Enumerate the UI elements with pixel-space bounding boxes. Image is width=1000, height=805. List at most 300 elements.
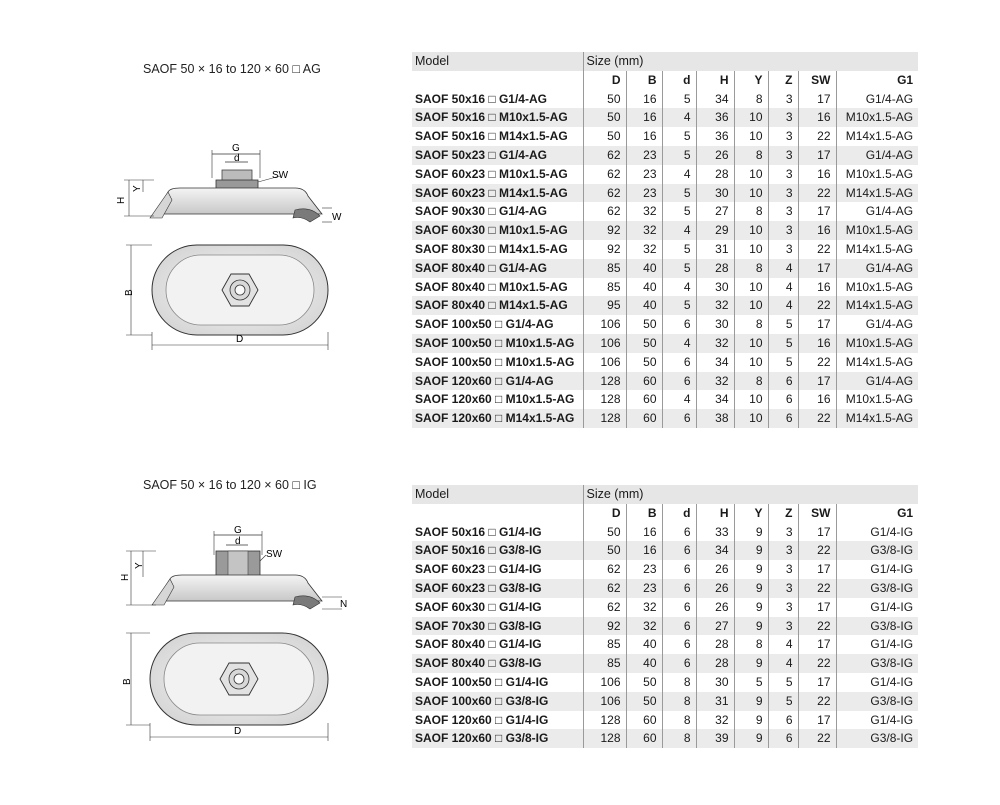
value-cell: 23 (626, 146, 662, 165)
value-cell: 22 (798, 729, 836, 748)
header-blank (412, 504, 583, 523)
value-cell: 26 (696, 598, 734, 617)
value-cell: 30 (696, 673, 734, 692)
value-cell: 22 (798, 409, 836, 428)
value-cell: 50 (583, 541, 626, 560)
value-cell: 16 (798, 390, 836, 409)
value-cell: 22 (798, 692, 836, 711)
model-cell: SAOF 80x40 □ G3/8-IG (412, 654, 583, 673)
value-cell: 34 (696, 90, 734, 109)
value-cell: G1/4-AG (836, 90, 918, 109)
value-cell: 60 (626, 409, 662, 428)
table-row (412, 579, 918, 598)
value-cell: 8 (662, 711, 696, 730)
table-row (412, 221, 918, 240)
col-header: D (583, 504, 626, 523)
value-cell: 10 (734, 353, 768, 372)
value-cell: 5 (662, 296, 696, 315)
value-cell: 106 (583, 353, 626, 372)
model-cell: SAOF 60x30 □ G1/4-IG (415, 599, 542, 614)
value-cell: 50 (626, 315, 662, 334)
model-cell: SAOF 100x50 □ M10x1.5-AG (415, 354, 575, 369)
value-cell: 10 (734, 296, 768, 315)
col-header: Z (768, 71, 798, 90)
table-row (412, 315, 918, 334)
value-cell: 40 (626, 635, 662, 654)
value-cell: G1/4-AG (836, 146, 918, 165)
value-cell: G1/4-IG (836, 523, 918, 542)
value-cell: 30 (696, 278, 734, 297)
model-cell: SAOF 80x40 □ M10x1.5-AG (415, 279, 568, 294)
value-cell: 85 (583, 278, 626, 297)
value-cell: 10 (734, 240, 768, 259)
value-cell: 8 (734, 315, 768, 334)
value-cell: 4 (662, 390, 696, 409)
value-cell: 26 (696, 579, 734, 598)
section-caption-ag: SAOF 50 × 16 to 120 × 60 □ AG (143, 62, 321, 76)
top-view (122, 633, 328, 741)
value-cell: 4 (768, 296, 798, 315)
table-row (412, 523, 918, 542)
value-cell: 22 (798, 353, 836, 372)
value-cell: 6 (662, 315, 696, 334)
value-cell: 106 (583, 334, 626, 353)
value-cell: 62 (583, 165, 626, 184)
value-cell: 17 (798, 523, 836, 542)
value-cell: G1/4-IG (836, 673, 918, 692)
value-cell: 27 (696, 617, 734, 636)
value-cell: 17 (798, 259, 836, 278)
table-row (412, 108, 918, 127)
value-cell: 30 (696, 184, 734, 203)
dim-label-n: N (340, 599, 348, 610)
value-cell: 106 (583, 315, 626, 334)
value-cell: 22 (798, 240, 836, 259)
spec-table-ig (412, 485, 918, 748)
model-cell: SAOF 120x60 □ G1/4-IG (415, 712, 549, 727)
value-cell: 9 (734, 617, 768, 636)
value-cell: 23 (626, 560, 662, 579)
value-cell: 22 (798, 579, 836, 598)
value-cell: 50 (583, 523, 626, 542)
value-cell: 6 (662, 579, 696, 598)
value-cell: 128 (583, 729, 626, 748)
value-cell: 26 (696, 560, 734, 579)
value-cell: 16 (798, 108, 836, 127)
col-header: d (662, 71, 696, 90)
value-cell: 4 (662, 165, 696, 184)
dim-label-d: d (234, 153, 240, 164)
value-cell: 9 (734, 523, 768, 542)
section-caption-ig: SAOF 50 × 16 to 120 × 60 □ IG (143, 478, 317, 492)
value-cell: 9 (734, 711, 768, 730)
value-cell: 36 (696, 108, 734, 127)
table-row (412, 390, 918, 409)
header-blank (412, 71, 583, 90)
value-cell: 34 (696, 390, 734, 409)
model-cell: SAOF 60x23 □ M14x1.5-AG (412, 184, 583, 203)
value-cell: 5 (662, 184, 696, 203)
model-cell: SAOF 100x50 □ M10x1.5-AG (412, 334, 583, 353)
value-cell: 4 (662, 334, 696, 353)
table-row (412, 635, 918, 654)
value-cell: G1/4-IG (836, 560, 918, 579)
dim-label-dd: D (236, 334, 244, 345)
dim-label-sw: SW (266, 549, 283, 560)
table-row (412, 409, 918, 428)
value-cell: 10 (734, 390, 768, 409)
value-cell: 5 (768, 692, 798, 711)
col-header: SW (798, 504, 836, 523)
value-cell: 28 (696, 635, 734, 654)
value-cell: 32 (696, 296, 734, 315)
value-cell: 33 (696, 523, 734, 542)
value-cell: 6 (662, 523, 696, 542)
value-cell: 4 (768, 654, 798, 673)
table-row (412, 165, 918, 184)
model-cell: SAOF 50x16 □ G1/4-IG (415, 524, 542, 539)
value-cell: 28 (696, 654, 734, 673)
value-cell: 16 (626, 108, 662, 127)
value-cell: 6 (768, 409, 798, 428)
model-cell: SAOF 120x60 □ G1/4-AG (412, 372, 583, 391)
value-cell: 16 (626, 523, 662, 542)
value-cell: 17 (798, 598, 836, 617)
value-cell: 10 (734, 334, 768, 353)
header-model: Model (412, 485, 583, 504)
value-cell: 27 (696, 202, 734, 221)
value-cell: 8 (734, 372, 768, 391)
value-cell: 32 (696, 334, 734, 353)
value-cell: 6 (768, 711, 798, 730)
dim-label-g: G (232, 143, 240, 154)
value-cell: 16 (798, 221, 836, 240)
col-header: G1 (836, 504, 918, 523)
table-row (412, 334, 918, 353)
value-cell: 5 (734, 673, 768, 692)
value-cell: 50 (583, 108, 626, 127)
value-cell: 3 (768, 579, 798, 598)
value-cell: 5 (662, 202, 696, 221)
value-cell: 92 (583, 221, 626, 240)
value-cell: M10x1.5-AG (836, 165, 918, 184)
value-cell: 22 (798, 617, 836, 636)
header-size: Size (mm) (583, 52, 918, 71)
value-cell: 16 (626, 541, 662, 560)
value-cell: 9 (734, 541, 768, 560)
value-cell: 4 (768, 278, 798, 297)
value-cell: 17 (798, 372, 836, 391)
model-cell: SAOF 80x40 □ M14x1.5-AG (412, 296, 583, 315)
table-row (412, 184, 918, 203)
col-header: Z (768, 504, 798, 523)
value-cell: 22 (798, 184, 836, 203)
value-cell: 6 (768, 390, 798, 409)
table-row (412, 353, 918, 372)
value-cell: M14x1.5-AG (836, 184, 918, 203)
value-cell: 9 (734, 598, 768, 617)
model-cell: SAOF 50x16 □ G1/4-AG (415, 91, 547, 106)
value-cell: 128 (583, 409, 626, 428)
value-cell: 6 (662, 560, 696, 579)
value-cell: 10 (734, 165, 768, 184)
value-cell: 10 (734, 278, 768, 297)
value-cell: 3 (768, 202, 798, 221)
model-cell: SAOF 120x60 □ M10x1.5-AG (415, 392, 575, 407)
value-cell: 128 (583, 390, 626, 409)
value-cell: 9 (734, 654, 768, 673)
value-cell: M14x1.5-AG (836, 409, 918, 428)
dim-label-sw: SW (272, 170, 289, 181)
value-cell: 17 (798, 202, 836, 221)
table-row (412, 673, 918, 692)
value-cell: 50 (626, 334, 662, 353)
table-row (412, 617, 918, 636)
value-cell: 3 (768, 146, 798, 165)
value-cell: 28 (696, 165, 734, 184)
value-cell: 85 (583, 654, 626, 673)
value-cell: M10x1.5-AG (836, 334, 918, 353)
value-cell: 3 (768, 184, 798, 203)
table-row (412, 146, 918, 165)
value-cell: 6 (662, 654, 696, 673)
table-row (412, 541, 918, 560)
value-cell: 10 (734, 221, 768, 240)
header-model: Model (412, 52, 583, 71)
value-cell: 3 (768, 108, 798, 127)
suction-cup-drawing-ig (110, 515, 370, 745)
model-cell: SAOF 50x16 □ M14x1.5-AG (415, 129, 568, 144)
value-cell: M14x1.5-AG (836, 353, 918, 372)
value-cell: G1/4-IG (836, 598, 918, 617)
col-header: G1 (836, 71, 918, 90)
model-cell: SAOF 90x30 □ G1/4-AG (415, 204, 547, 219)
col-header: H (696, 504, 734, 523)
value-cell: 40 (626, 654, 662, 673)
value-cell: 16 (798, 278, 836, 297)
value-cell: G3/8-IG (836, 692, 918, 711)
value-cell: 128 (583, 372, 626, 391)
table-row (412, 711, 918, 730)
model-cell: SAOF 80x30 □ M14x1.5-AG (415, 241, 568, 256)
value-cell: 6 (768, 372, 798, 391)
value-cell: 106 (583, 692, 626, 711)
value-cell: 17 (798, 673, 836, 692)
value-cell: 3 (768, 523, 798, 542)
model-cell: SAOF 100x50 □ G1/4-IG (415, 674, 549, 689)
value-cell: 40 (626, 296, 662, 315)
value-cell: 17 (798, 635, 836, 654)
value-cell: M10x1.5-AG (836, 108, 918, 127)
value-cell: 4 (662, 221, 696, 240)
value-cell: 8 (734, 259, 768, 278)
value-cell: 3 (768, 541, 798, 560)
dim-label-h: H (120, 573, 131, 581)
value-cell: 38 (696, 409, 734, 428)
model-cell: SAOF 60x23 □ G3/8-IG (412, 579, 583, 598)
table-row (412, 259, 918, 278)
value-cell: 4 (662, 278, 696, 297)
value-cell: 3 (768, 598, 798, 617)
value-cell: 17 (798, 90, 836, 109)
value-cell: 6 (662, 617, 696, 636)
value-cell: G3/8-IG (836, 729, 918, 748)
value-cell: 16 (798, 165, 836, 184)
value-cell: G3/8-IG (836, 654, 918, 673)
value-cell: 60 (626, 711, 662, 730)
value-cell: 5 (662, 146, 696, 165)
value-cell: 95 (583, 296, 626, 315)
value-cell: 85 (583, 259, 626, 278)
value-cell: 6 (662, 635, 696, 654)
value-cell: 106 (583, 673, 626, 692)
value-cell: 8 (662, 673, 696, 692)
value-cell: 5 (768, 673, 798, 692)
value-cell: 3 (768, 221, 798, 240)
value-cell: 5 (768, 353, 798, 372)
value-cell: 62 (583, 184, 626, 203)
value-cell: 10 (734, 108, 768, 127)
col-header: d (662, 504, 696, 523)
table-row (412, 127, 918, 146)
value-cell: G1/4-IG (836, 711, 918, 730)
value-cell: 5 (662, 240, 696, 259)
suction-cup-drawing-ag (110, 140, 370, 355)
side-view (116, 143, 342, 223)
value-cell: 32 (626, 617, 662, 636)
value-cell: 60 (626, 372, 662, 391)
value-cell: 62 (583, 146, 626, 165)
value-cell: 4 (768, 259, 798, 278)
value-cell: 85 (583, 635, 626, 654)
value-cell: 3 (768, 560, 798, 579)
value-cell: 8 (662, 692, 696, 711)
value-cell: 4 (662, 108, 696, 127)
value-cell: 10 (734, 184, 768, 203)
model-cell: SAOF 80x40 □ G1/4-IG (415, 637, 542, 652)
value-cell: 17 (798, 146, 836, 165)
col-header: B (626, 71, 662, 90)
dim-label-dd: D (234, 726, 242, 737)
value-cell: 60 (626, 729, 662, 748)
table-row (412, 598, 918, 617)
value-cell: 62 (583, 202, 626, 221)
dim-label-y: Y (132, 185, 143, 192)
value-cell: 34 (696, 353, 734, 372)
value-cell: 62 (583, 560, 626, 579)
table-row (412, 560, 918, 579)
value-cell: 8 (734, 202, 768, 221)
dim-label-w: W (332, 212, 342, 223)
table-row (412, 654, 918, 673)
value-cell: M14x1.5-AG (836, 240, 918, 259)
value-cell: 6 (662, 541, 696, 560)
value-cell: 10 (734, 409, 768, 428)
value-cell: 10 (734, 127, 768, 146)
value-cell: 62 (583, 598, 626, 617)
value-cell: G3/8-IG (836, 541, 918, 560)
value-cell: 40 (626, 278, 662, 297)
value-cell: 34 (696, 541, 734, 560)
value-cell: G1/4-IG (836, 635, 918, 654)
value-cell: 60 (626, 390, 662, 409)
value-cell: 22 (798, 654, 836, 673)
value-cell: 29 (696, 221, 734, 240)
value-cell: M14x1.5-AG (836, 296, 918, 315)
model-cell: SAOF 100x60 □ G3/8-IG (412, 692, 583, 711)
value-cell: 5 (662, 259, 696, 278)
value-cell: 128 (583, 711, 626, 730)
value-cell: 6 (768, 729, 798, 748)
value-cell: 8 (662, 729, 696, 748)
value-cell: 17 (798, 560, 836, 579)
dim-label-d: d (235, 536, 241, 547)
col-header: H (696, 71, 734, 90)
value-cell: 50 (626, 673, 662, 692)
value-cell: 6 (662, 353, 696, 372)
value-cell: 9 (734, 692, 768, 711)
dim-label-h: H (116, 196, 127, 204)
value-cell: 32 (696, 711, 734, 730)
value-cell: 5 (662, 127, 696, 146)
model-cell: SAOF 50x16 □ G3/8-IG (412, 541, 583, 560)
value-cell: 8 (734, 146, 768, 165)
col-header: Y (734, 71, 768, 90)
value-cell: G1/4-AG (836, 315, 918, 334)
value-cell: M10x1.5-AG (836, 390, 918, 409)
value-cell: 9 (734, 560, 768, 579)
value-cell: 32 (626, 221, 662, 240)
value-cell: 62 (583, 579, 626, 598)
value-cell: 31 (696, 692, 734, 711)
header-size: Size (mm) (583, 485, 918, 504)
dim-label-b: B (122, 678, 133, 685)
value-cell: M10x1.5-AG (836, 221, 918, 240)
value-cell: 3 (768, 165, 798, 184)
side-view (120, 525, 347, 610)
value-cell: 26 (696, 146, 734, 165)
value-cell: 23 (626, 184, 662, 203)
value-cell: 50 (626, 353, 662, 372)
value-cell: 17 (798, 711, 836, 730)
model-cell: SAOF 50x16 □ M10x1.5-AG (412, 108, 583, 127)
value-cell: 50 (583, 90, 626, 109)
value-cell: G3/8-IG (836, 579, 918, 598)
table-row (412, 240, 918, 259)
value-cell: 17 (798, 315, 836, 334)
value-cell: 5 (768, 315, 798, 334)
value-cell: 23 (626, 165, 662, 184)
value-cell: 23 (626, 579, 662, 598)
value-cell: 9 (734, 579, 768, 598)
value-cell: 3 (768, 127, 798, 146)
table-row (412, 296, 918, 315)
value-cell: 39 (696, 729, 734, 748)
value-cell: 16 (626, 127, 662, 146)
col-header: Y (734, 504, 768, 523)
col-header: D (583, 71, 626, 90)
table-row (412, 90, 918, 109)
value-cell: G1/4-AG (836, 259, 918, 278)
value-cell: 5 (768, 334, 798, 353)
value-cell: 32 (626, 202, 662, 221)
value-cell: G1/4-AG (836, 202, 918, 221)
value-cell: M14x1.5-AG (836, 127, 918, 146)
dim-label-y: Y (134, 562, 145, 569)
model-cell: SAOF 60x23 □ G1/4-IG (415, 562, 542, 577)
spec-table-ag (412, 52, 918, 428)
model-cell: SAOF 120x60 □ G3/8-IG (412, 729, 583, 748)
